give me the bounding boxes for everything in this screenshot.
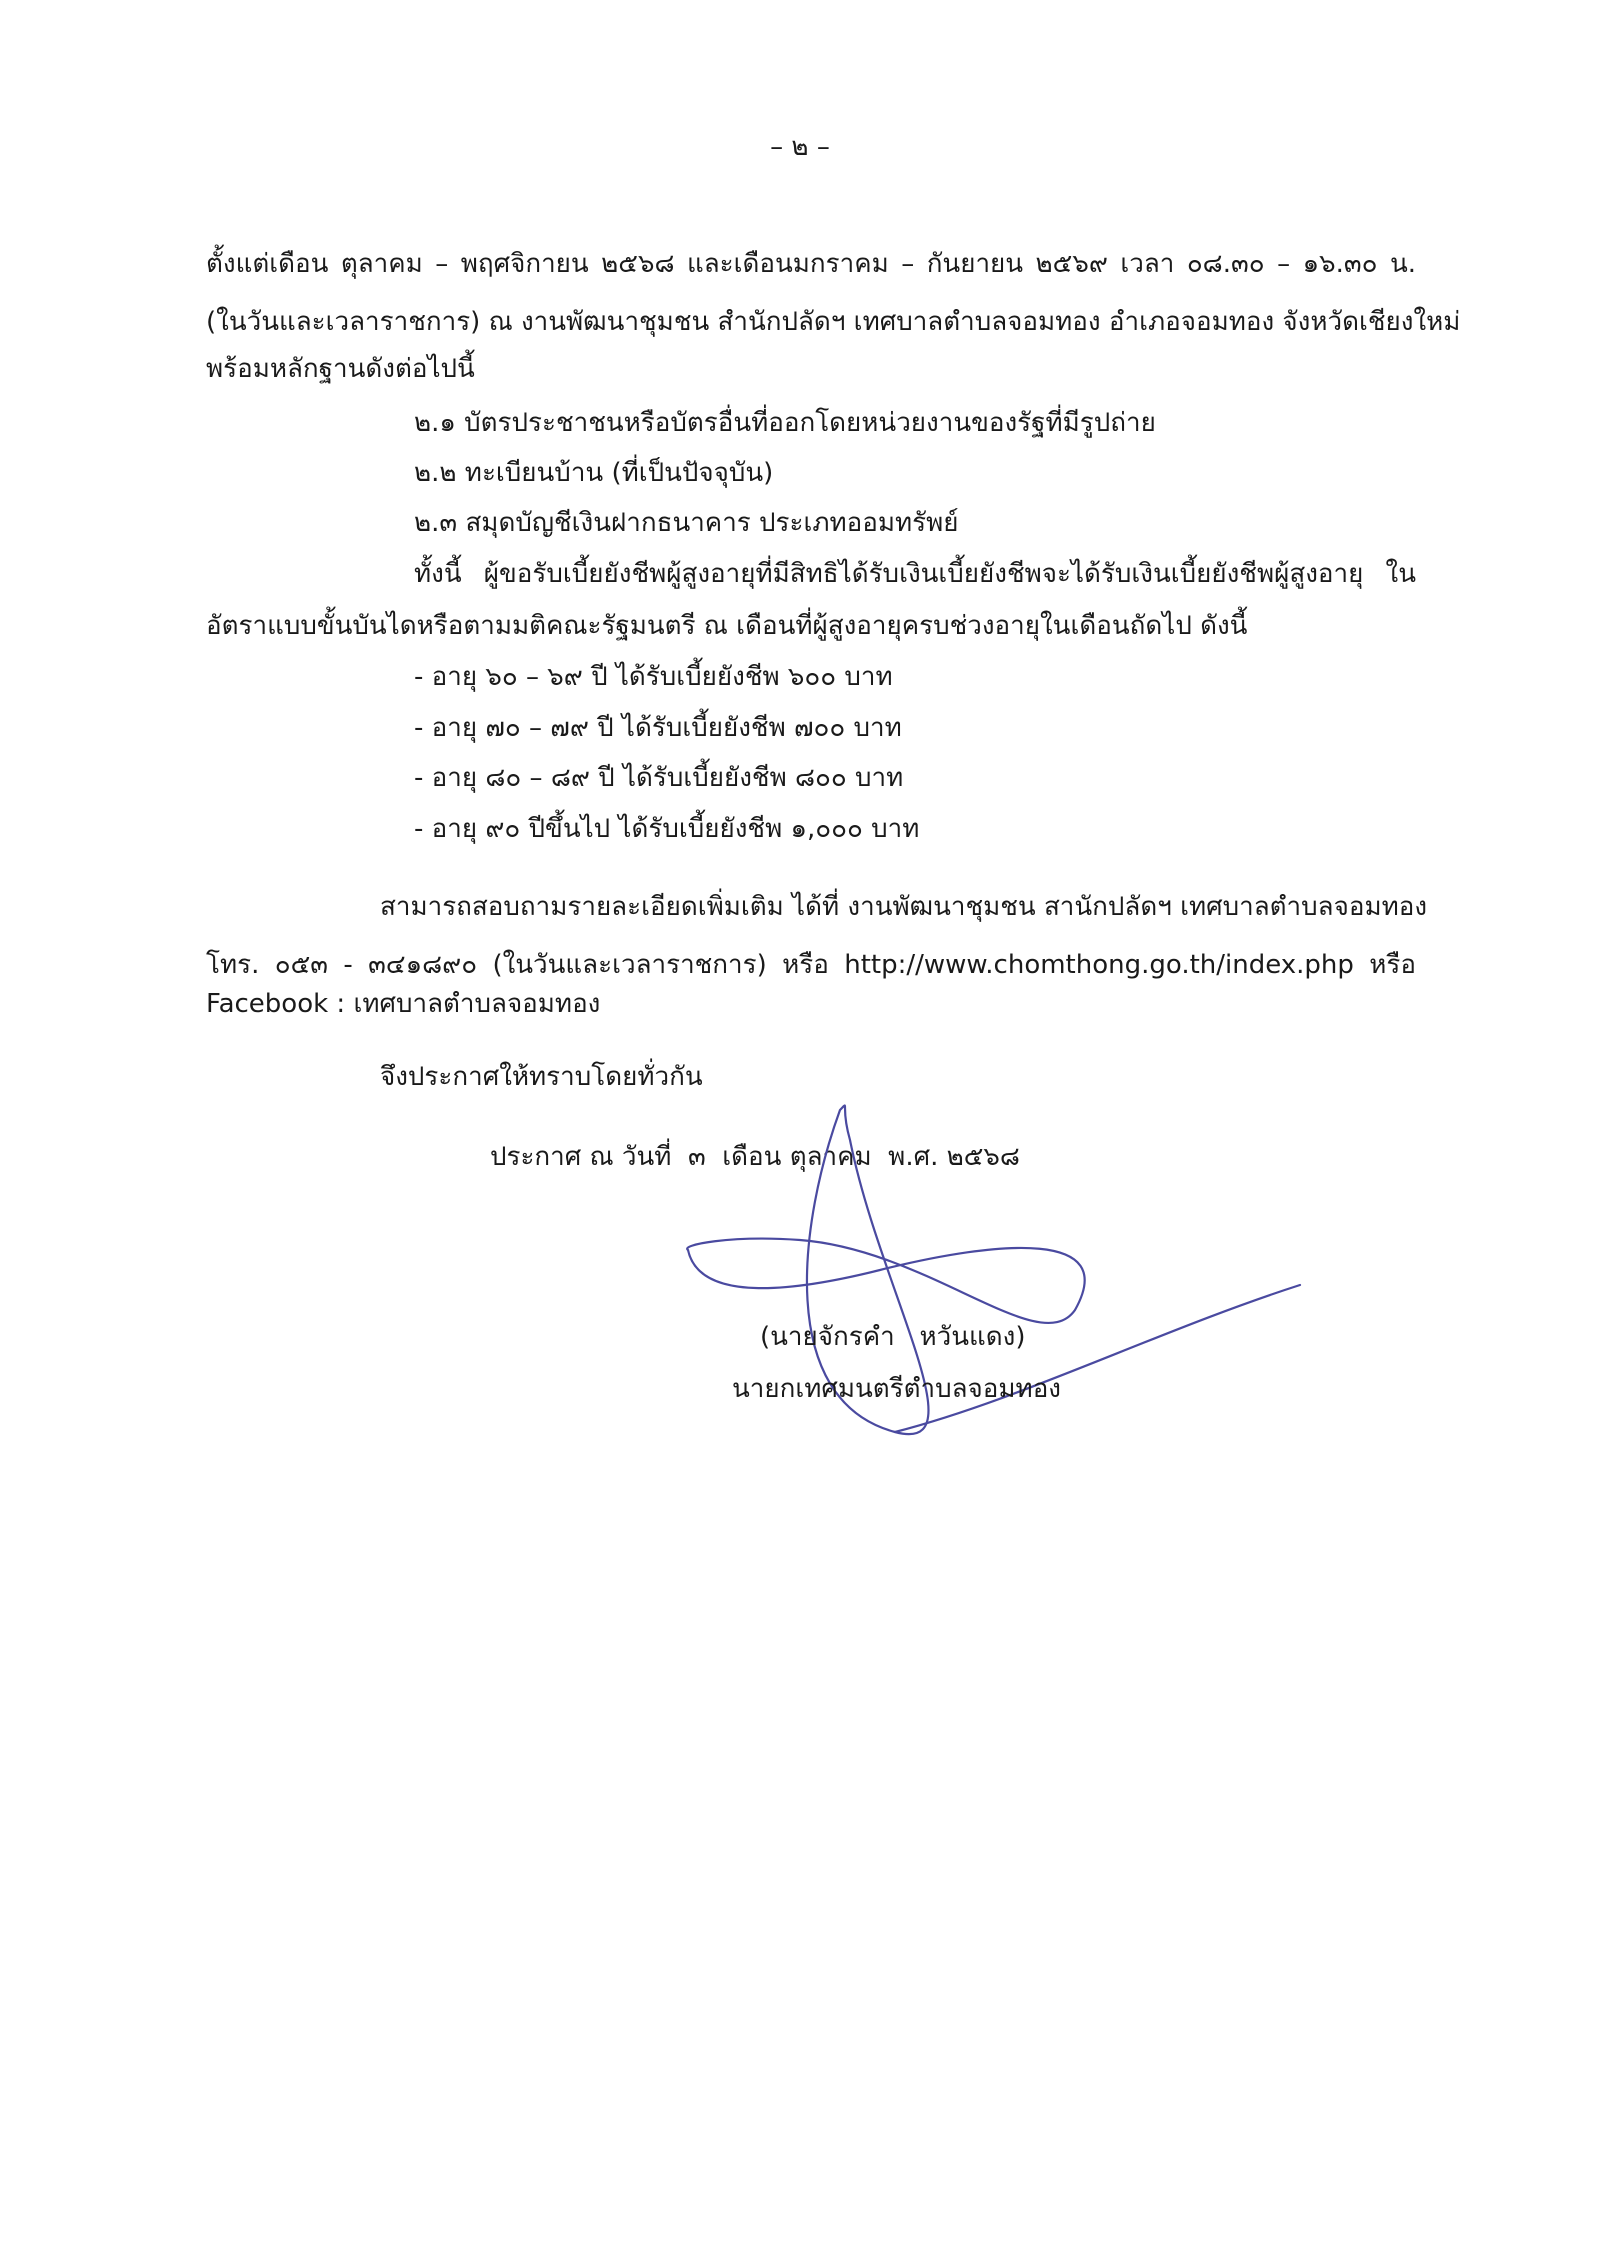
page-number: – ๒ – — [770, 132, 830, 162]
intro-line-1: ตั้งแต่เดือน ตุลาคม – พฤศจิกายน ๒๕๖๘ และเดือนมกราคม – กันยายน ๒๕๖๙ เวลา ๐๘.๓๐ – ๑๖.๓๐ น. — [206, 249, 1416, 279]
document-item-2: ๒.๒ ทะเบียนบ้าน (ที่เป็นปัจจุบัน) — [414, 458, 774, 488]
signature-drawing — [680, 1100, 1320, 1480]
age-rate-3: - อายุ ๘๐ – ๘๙ ปี ได้รับเบี้ยยังชีพ ๘๐๐ บาท — [414, 763, 904, 793]
announcement-text: จึงประกาศให้ทราบโดยทั่วกัน — [380, 1062, 703, 1092]
contact-line-2: โทร. ๐๕๓ - ๓๔๑๘๙๐ (ในวันและเวลาราชการ) หรือ http://www.chomthong.go.th/index.php หรือ — [206, 950, 1416, 980]
rate-line-1: ทั้งนี้ ผู้ขอรับเบี้ยยังชีพผู้สูงอายุที่มีสิทธิได้รับเงินเบี้ยยังชีพจะได้รับเงินเบี้ยยังชีพผู้สูงอายุ ใน — [414, 559, 1416, 589]
contact-line-3: Facebook : เทศบาลตำบลจอมทอง — [206, 989, 601, 1019]
signer-name: (นายจักรคำ หวันแดง) — [760, 1322, 1026, 1352]
intro-line-2: (ในวันและเวลาราชการ) ณ งานพัฒนาชุมชน สำนักปลัดฯ เทศบาลตำบลจอมทอง อำเภอจอมทอง จังหวัดเชียงใหม่ — [206, 307, 1461, 337]
signer-title: นายกเทศมนตรีตำบลจอมทอง — [732, 1374, 1061, 1404]
rate-line-2: อัตราแบบขั้นบันไดหรือตามมติคณะรัฐมนตรี ณ เดือนที่ผู้สูงอายุครบช่วงอายุในเดือนถัดไป ดังนี้ — [206, 611, 1248, 641]
age-rate-4: - อายุ ๙๐ ปีขึ้นไป ได้รับเบี้ยยังชีพ ๑,๐๐๐ บาท — [414, 814, 920, 844]
document-item-1: ๒.๑ บัตรประชาชนหรือบัตรอื่นที่ออกโดยหน่วยงานของรัฐที่มีรูปถ่าย — [414, 408, 1156, 438]
document-item-3: ๒.๓ สมุดบัญชีเงินฝากธนาคาร ประเภทออมทรัพย์ — [414, 508, 959, 538]
age-rate-1: - อายุ ๖๐ – ๖๙ ปี ได้รับเบี้ยยังชีพ ๖๐๐ บาท — [414, 662, 893, 692]
intro-line-3: พร้อมหลักฐานดังต่อไปนี้ — [206, 354, 475, 384]
age-rate-2: - อายุ ๗๐ – ๗๙ ปี ได้รับเบี้ยยังชีพ ๗๐๐ บาท — [414, 713, 902, 743]
date-line: ประกาศ ณ วันที่ ๓ เดือน ตุลาคม พ.ศ. ๒๕๖๘ — [490, 1142, 1020, 1172]
contact-line-1: สามารถสอบถามรายละเอียดเพิ่มเติม ได้ที่ งานพัฒนาชุมชน สานักปลัดฯ เทศบาลตำบลจอมทอง — [380, 892, 1428, 922]
